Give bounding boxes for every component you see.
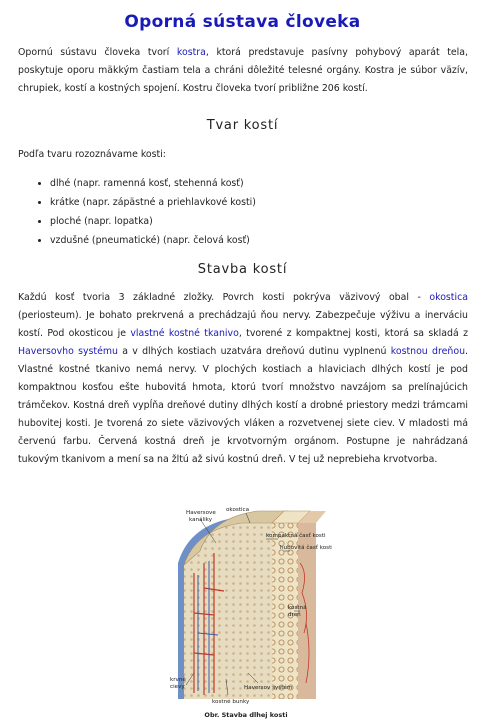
structure-text-2: (periosteum). Je bohato prekrvená a prechádzajú ňou nervy. Zabezpečuje výživu a inerváciu kostí. Pod okosticou je: [18, 310, 468, 339]
label-haversove-kanaliky-2: kanáliky: [189, 517, 213, 523]
intro-text-1: Opornú sústavu človeka tvorí: [18, 47, 177, 58]
link-vlastne-kostne-tkanivo[interactable]: vlastné kostné tkanivo: [130, 328, 239, 339]
label-drena-2: dreň: [288, 612, 301, 618]
label-haversove-kanaliky-1: Haversove: [186, 510, 216, 516]
structure-text-5: . Vlastné kostné tkanivo nemá nervy. V plochých kostiach a hlaviciach dlhých kostí je pod kompaktnou kosťou ešte hubovitá hmota, ktorú tvorí množstvo navzájom sa prelínajúcich trámčekov. Kostná dreň vypĺňa dreňové dutiny dlhých kostí a drobné priestory medzi trámcami hubovitej kosti. Je tvorená zo siete väzivových vláken a rozvetvenej siete ciev. V mladosti má červenú farbu. Červená kostná dreň je krvotvorným orgánom. Postupne je nahrádzaná tukovým tkanivom a mení sa na žltú až sivú kostnú dreň. V tej už neprebieha krvotvorba.: [18, 346, 468, 465]
figure-caption: Obr. Stavba dlhej kosti: [204, 711, 288, 719]
label-okostica: okostica: [226, 507, 250, 513]
structure-text-3: , tvorené z kompaktnej kosti, ktorá sa skladá z: [238, 328, 468, 339]
label-cievy-2: cievy: [170, 684, 185, 690]
bone-shape-list: [32, 174, 256, 250]
intro-text-2: , ktorá predstavuje pasívny pohybový aparát tela, poskytuje oporu mäkkým častiam tela a chráni dôležité telesné orgány. Kostra je súbor väzív, chrupiek, kostí a kostných spojení. Kostru človeka tvorí približne 206 kostí.: [18, 47, 468, 94]
list-item: • krátke (napr. zápästné a priehlavkové kosti): [50, 193, 256, 212]
heading-tvar-kosti: Tvar kostí: [206, 118, 279, 133]
bone-structure-illustration: [160, 503, 332, 713]
label-hubovita: hubovitá časť kosti: [280, 545, 332, 551]
link-kostnou-drenou[interactable]: kostnou dreňou: [390, 346, 466, 357]
label-drena-1: kostná: [288, 605, 307, 611]
bone-structure-figure: [160, 503, 332, 713]
structure-text-4: a v dlhých kostiach uzatvára dreňovú dutinu vyplnenú: [117, 346, 391, 357]
list-item: • vzdušné (pneumatické) (napr. čelová kosť): [50, 231, 256, 250]
structure-paragraph: [18, 289, 468, 469]
link-kostra[interactable]: kostra: [176, 47, 206, 58]
list-item: • ploché (napr. lopatka): [50, 212, 256, 231]
list-item: • dlhé (napr. ramenná kosť, stehenná kosť): [50, 174, 256, 193]
shape-lead-text: Podľa tvaru rozoznávame kosti:: [18, 149, 166, 160]
page-title: Oporná sústava človeka: [124, 12, 361, 32]
link-okostica[interactable]: okostica: [429, 292, 468, 303]
intro-paragraph: [18, 44, 468, 98]
label-kompaktna: kompaktná časť kosti: [266, 533, 326, 539]
label-havers-system: Haversov systém: [244, 685, 293, 691]
label-cievy-1: krvné: [170, 677, 186, 683]
heading-stavba-kosti: Stavba kostí: [197, 262, 288, 277]
label-bunky: kostné bunky: [212, 699, 250, 705]
structure-text-1: Každú kosť tvoria 3 základné zložky. Povrch kosti pokrýva väzivový obal -: [18, 292, 430, 303]
link-haversovho-systemu[interactable]: Haversovho systému: [18, 346, 118, 357]
